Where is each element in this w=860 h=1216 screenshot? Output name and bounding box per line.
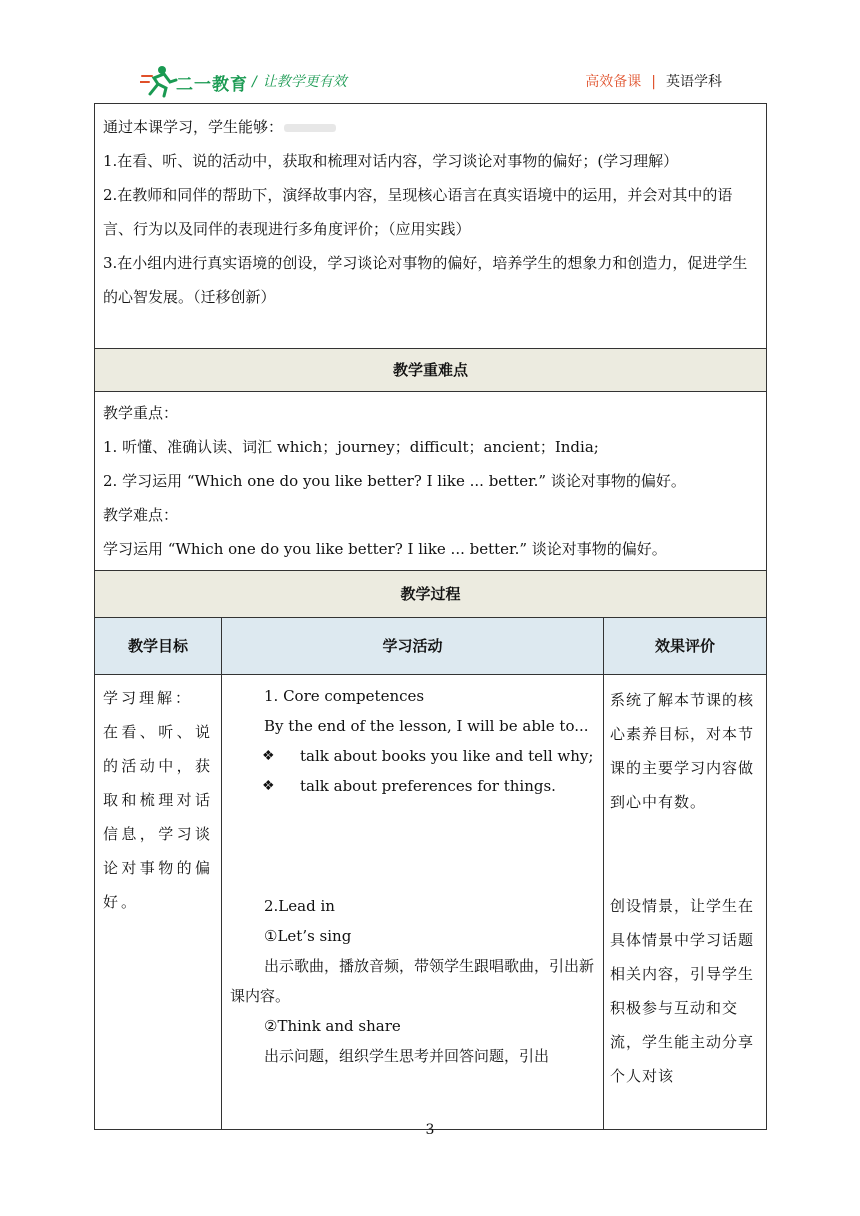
objectives-cell	[95, 104, 767, 349]
goal-text: 在看、听、说的活动中，获取和梳理对话信息，学习谈论对事物的偏好。	[103, 723, 213, 911]
column-header-goal: 教学目标	[95, 618, 222, 675]
bullet-item: ❖ talk about preferences for things.	[230, 771, 595, 801]
activity-cell	[222, 675, 604, 1130]
focus-label: 教学重点：	[103, 404, 179, 422]
evaluation-text-2: 创设情景，让学生在具体情景中学习话题相关内容，引导学生积极参与互动和交流，学生能主动分享个人对该	[610, 897, 755, 1085]
objective-item-1: 1.在看、听、说的活动中，获取和梳理对话内容，学习谈论对事物的偏好；(学习理解）	[103, 152, 679, 170]
lead-in-title: 2.Lead in	[264, 897, 335, 915]
slogan-slash: /	[252, 74, 257, 90]
evaluation-text-1: 系统了解本节课的核心素养目标，对本节课的主要学习内容做到心中有数。	[610, 691, 755, 811]
bullet-item: ❖ talk about books you like and tell why;	[230, 741, 595, 771]
focus-item-2: 2. 学习运用 “Which one do you like better? I like ... better.” 谈论对事物的偏好。	[103, 472, 686, 490]
objective-item-3: 3.在小组内进行真实语境的创设，学习谈论对事物的偏好，培养学生的想象力和创造力，促进学生的心智发展。（迁移创新）	[103, 254, 748, 306]
key-points-cell	[95, 392, 767, 571]
think-text: 出示问题，组织学生思考并回答问题，引出	[264, 1047, 550, 1065]
lesson-plan-table	[94, 103, 767, 1130]
core-intro: By the end of the lesson, I will be able to...	[264, 717, 589, 735]
goal-title: 学习理解：	[103, 689, 194, 707]
page-number: 3	[425, 1122, 435, 1138]
column-header-evaluation: 效果评价	[604, 618, 767, 675]
key-points-heading: 教学重难点	[95, 349, 767, 392]
header-label-subject: 英语学科	[666, 74, 722, 90]
watermark-logo-icon	[283, 121, 337, 135]
process-heading: 教学过程	[95, 571, 767, 618]
core-title: 1. Core competences	[264, 687, 425, 705]
think-title: ②Think and share	[264, 1017, 401, 1035]
goal-cell	[95, 675, 222, 1130]
header-right	[585, 71, 722, 91]
column-header-activity: 学习活动	[222, 618, 604, 675]
slogan-text: 让教学更有效	[262, 74, 347, 90]
evaluation-cell	[604, 675, 767, 1130]
difficulty-text: 学习运用 “Which one do you like better? I like ... better.” 谈论对事物的偏好。	[103, 540, 667, 558]
sing-text: 出示歌曲，播放音频，带领学生跟唱歌曲，引出新课内容。	[230, 957, 595, 1005]
objective-item-2: 2.在教师和同伴的帮助下，演绎故事内容，呈现核心语言在真实语境中的运用，并会对其中的语言、行为以及同伴的表现进行多角度评价；（应用实践）	[103, 186, 733, 238]
process-row	[95, 675, 767, 1130]
objectives-intro: 通过本课学习，学生能够：	[103, 110, 758, 144]
brand-name: 二一教育	[176, 75, 248, 95]
sing-title: ①Let’s sing	[264, 927, 352, 945]
focus-item-1: 1. 听懂、准确认读、词汇 which；journey；difficult；ancient；India;	[103, 438, 599, 456]
page-header	[0, 0, 860, 100]
header-separator: |	[651, 74, 656, 90]
diamond-bullet-icon: ❖	[262, 748, 275, 764]
difficulty-label: 教学难点：	[103, 506, 179, 524]
header-label-efficient: 高效备课	[585, 74, 642, 90]
diamond-bullet-icon: ❖	[262, 778, 275, 794]
slogan	[252, 71, 347, 91]
